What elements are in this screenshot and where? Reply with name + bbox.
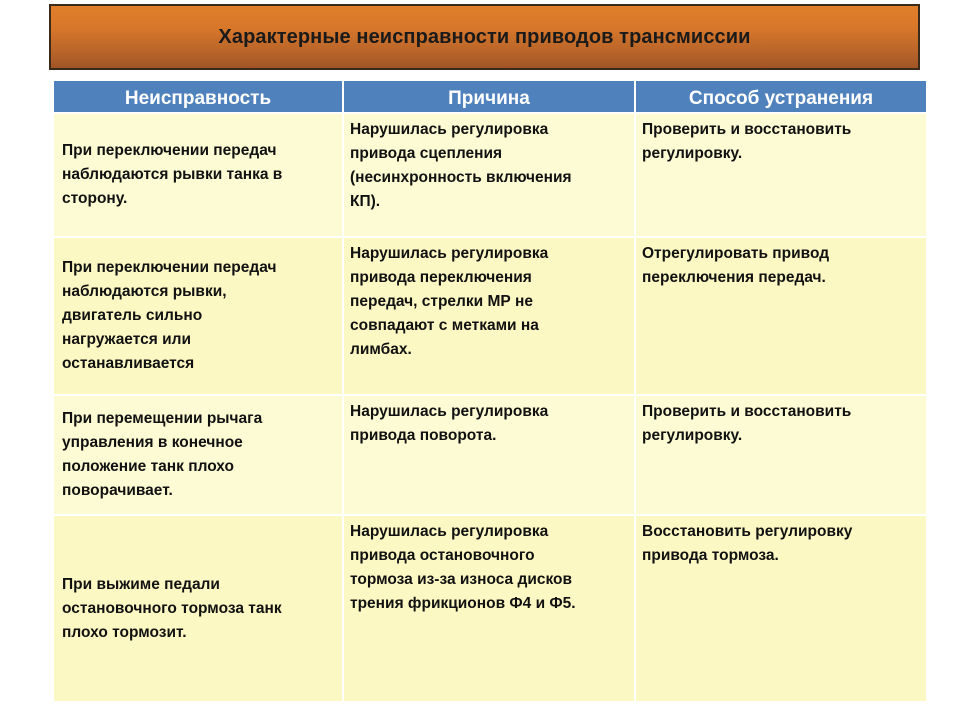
table-row <box>54 236 926 394</box>
fix-text: Проверить и восстановить регулировку. <box>642 403 852 444</box>
table-row <box>54 112 926 236</box>
slide-title: Характерные неисправности приводов трансмиссии <box>218 25 751 48</box>
cause-text: Нарушилась регулировка привода остановочного тормоза из-за износа дисков трения фрикционов Ф4 и Ф5. <box>350 523 576 612</box>
table-header-row <box>54 81 926 112</box>
cause-cell <box>344 394 636 514</box>
fix-cell <box>636 514 926 701</box>
fault-text: При переключении передач наблюдаются рывки, двигатель сильно нагружается или останавливается <box>62 259 277 372</box>
cause-text: Нарушилась регулировка привода поворота. <box>350 403 549 444</box>
title-bar <box>49 4 920 70</box>
header-cause: Причина <box>344 81 636 112</box>
cause-cell <box>344 514 636 701</box>
header-fault: Неисправность <box>54 81 344 112</box>
table-row <box>54 394 926 514</box>
cause-cell <box>344 112 636 236</box>
fault-cell <box>54 394 344 514</box>
faults-table <box>54 81 926 701</box>
fault-cell <box>54 514 344 701</box>
fault-text: При переключении передач наблюдаются рывки танка в сторону. <box>62 142 283 207</box>
fix-text: Проверить и восстановить регулировку. <box>642 121 852 162</box>
header-fix: Способ устранения <box>636 81 926 112</box>
table-row <box>54 514 926 701</box>
cause-text: Нарушилась регулировка привода переключения передач, стрелки МР не совпадают с метками на лимбах. <box>350 245 549 358</box>
cause-text: Нарушилась регулировка привода сцепления (несинхронность включения КП). <box>350 121 572 210</box>
fault-text: При выжиме педали остановочного тормоза танк плохо тормозит. <box>62 575 282 641</box>
fix-cell <box>636 112 926 236</box>
fault-text: При перемещении рычага управления в конечное положение танк плохо поворачивает. <box>62 410 263 499</box>
fault-cell <box>54 112 344 236</box>
cause-cell <box>344 236 636 394</box>
fix-cell <box>636 236 926 394</box>
fix-text: Восстановить регулировку привода тормоза. <box>642 523 853 564</box>
fix-cell <box>636 394 926 514</box>
fix-text: Отрегулировать привод переключения передач. <box>642 245 830 286</box>
fault-cell <box>54 236 344 394</box>
